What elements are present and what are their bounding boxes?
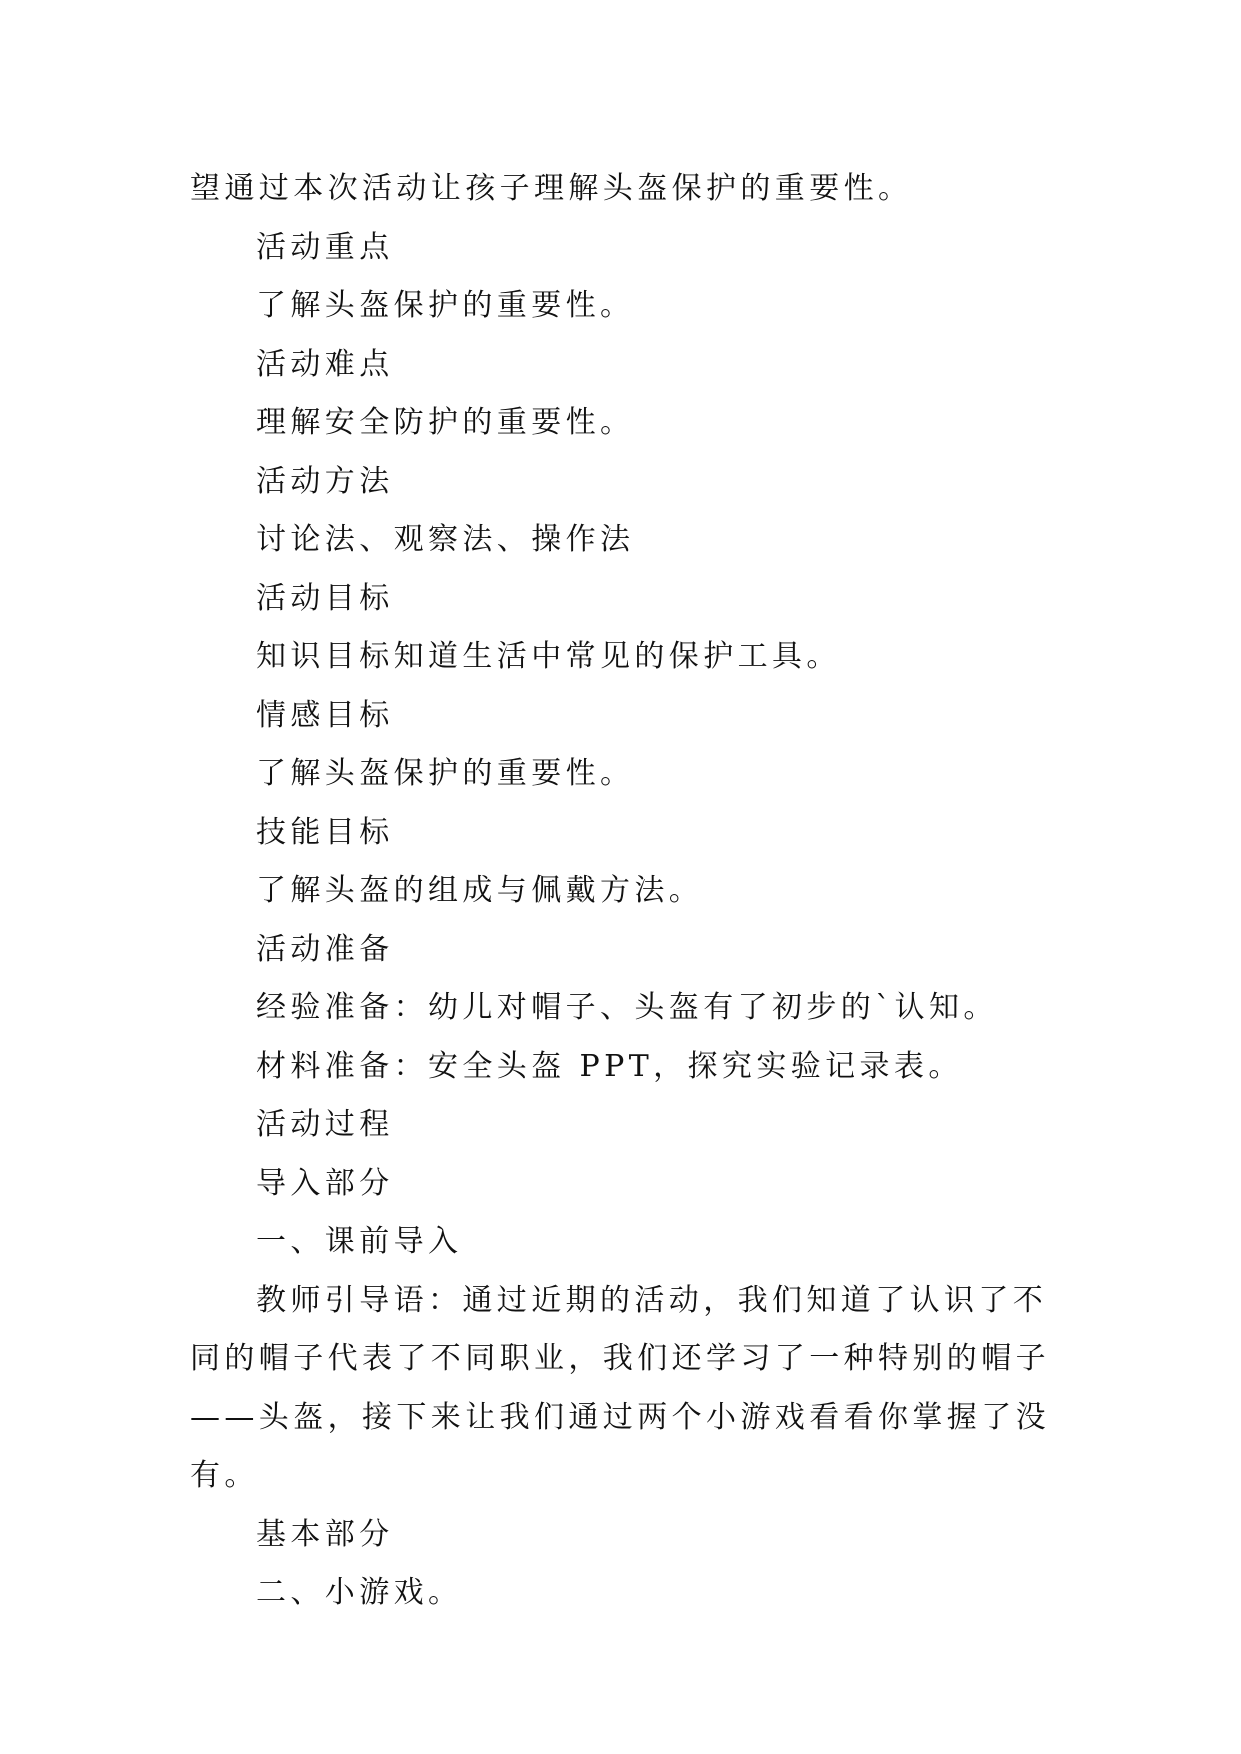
paragraph-emotional-goal: 了解头盔保护的重要性。 xyxy=(256,756,635,791)
heading-pre-class-introduction: 一、课前导入 xyxy=(256,1224,463,1259)
paragraph-knowledge-goal: 知识目标知道生活中常见的保护工具。 xyxy=(256,639,841,674)
heading-basic-part: 基本部分 xyxy=(256,1516,394,1552)
paragraph-focus-content: 了解头盔保护的重要性。 xyxy=(256,288,635,323)
heading-skill-goal: 技能目标 xyxy=(256,814,394,850)
paragraph-teacher-guidance: 教师引导语：通过近期的活动，我们知道了认识了不同的帽子代表了不同职业，我们还学习了一种特别的帽子——头盔，接下来让我们通过两个小游戏看看你掌握了没有。 xyxy=(190,1282,1050,1493)
paragraph-material-preparation: 材料准备：安全头盔 PPT，探究实验记录表。 xyxy=(256,1048,963,1084)
heading-activity-preparation: 活动准备 xyxy=(256,931,394,967)
heading-activity-goals: 活动目标 xyxy=(256,580,394,616)
heading-activity-difficulty: 活动难点 xyxy=(256,346,394,382)
paragraph-experience-preparation: 经验准备：幼儿对帽子、头盔有了初步的`认知。 xyxy=(256,990,998,1025)
heading-introduction-part: 导入部分 xyxy=(256,1165,394,1201)
document-body xyxy=(190,160,1052,1623)
paragraph-skill-goal: 了解头盔的组成与佩戴方法。 xyxy=(256,873,704,908)
heading-activity-focus: 活动重点 xyxy=(256,229,394,265)
paragraph-difficulty-content: 理解安全防护的重要性。 xyxy=(256,405,635,440)
paragraph-method-content: 讨论法、观察法、操作法 xyxy=(256,522,635,557)
heading-activity-process: 活动过程 xyxy=(256,1107,394,1142)
paragraph-continuation: 望通过本次活动让孩子理解头盔保护的重要性。 xyxy=(190,171,913,206)
heading-mini-game: 二、小游戏。 xyxy=(256,1575,463,1610)
heading-emotional-goal: 情感目标 xyxy=(256,697,394,733)
heading-activity-method: 活动方法 xyxy=(256,463,394,499)
